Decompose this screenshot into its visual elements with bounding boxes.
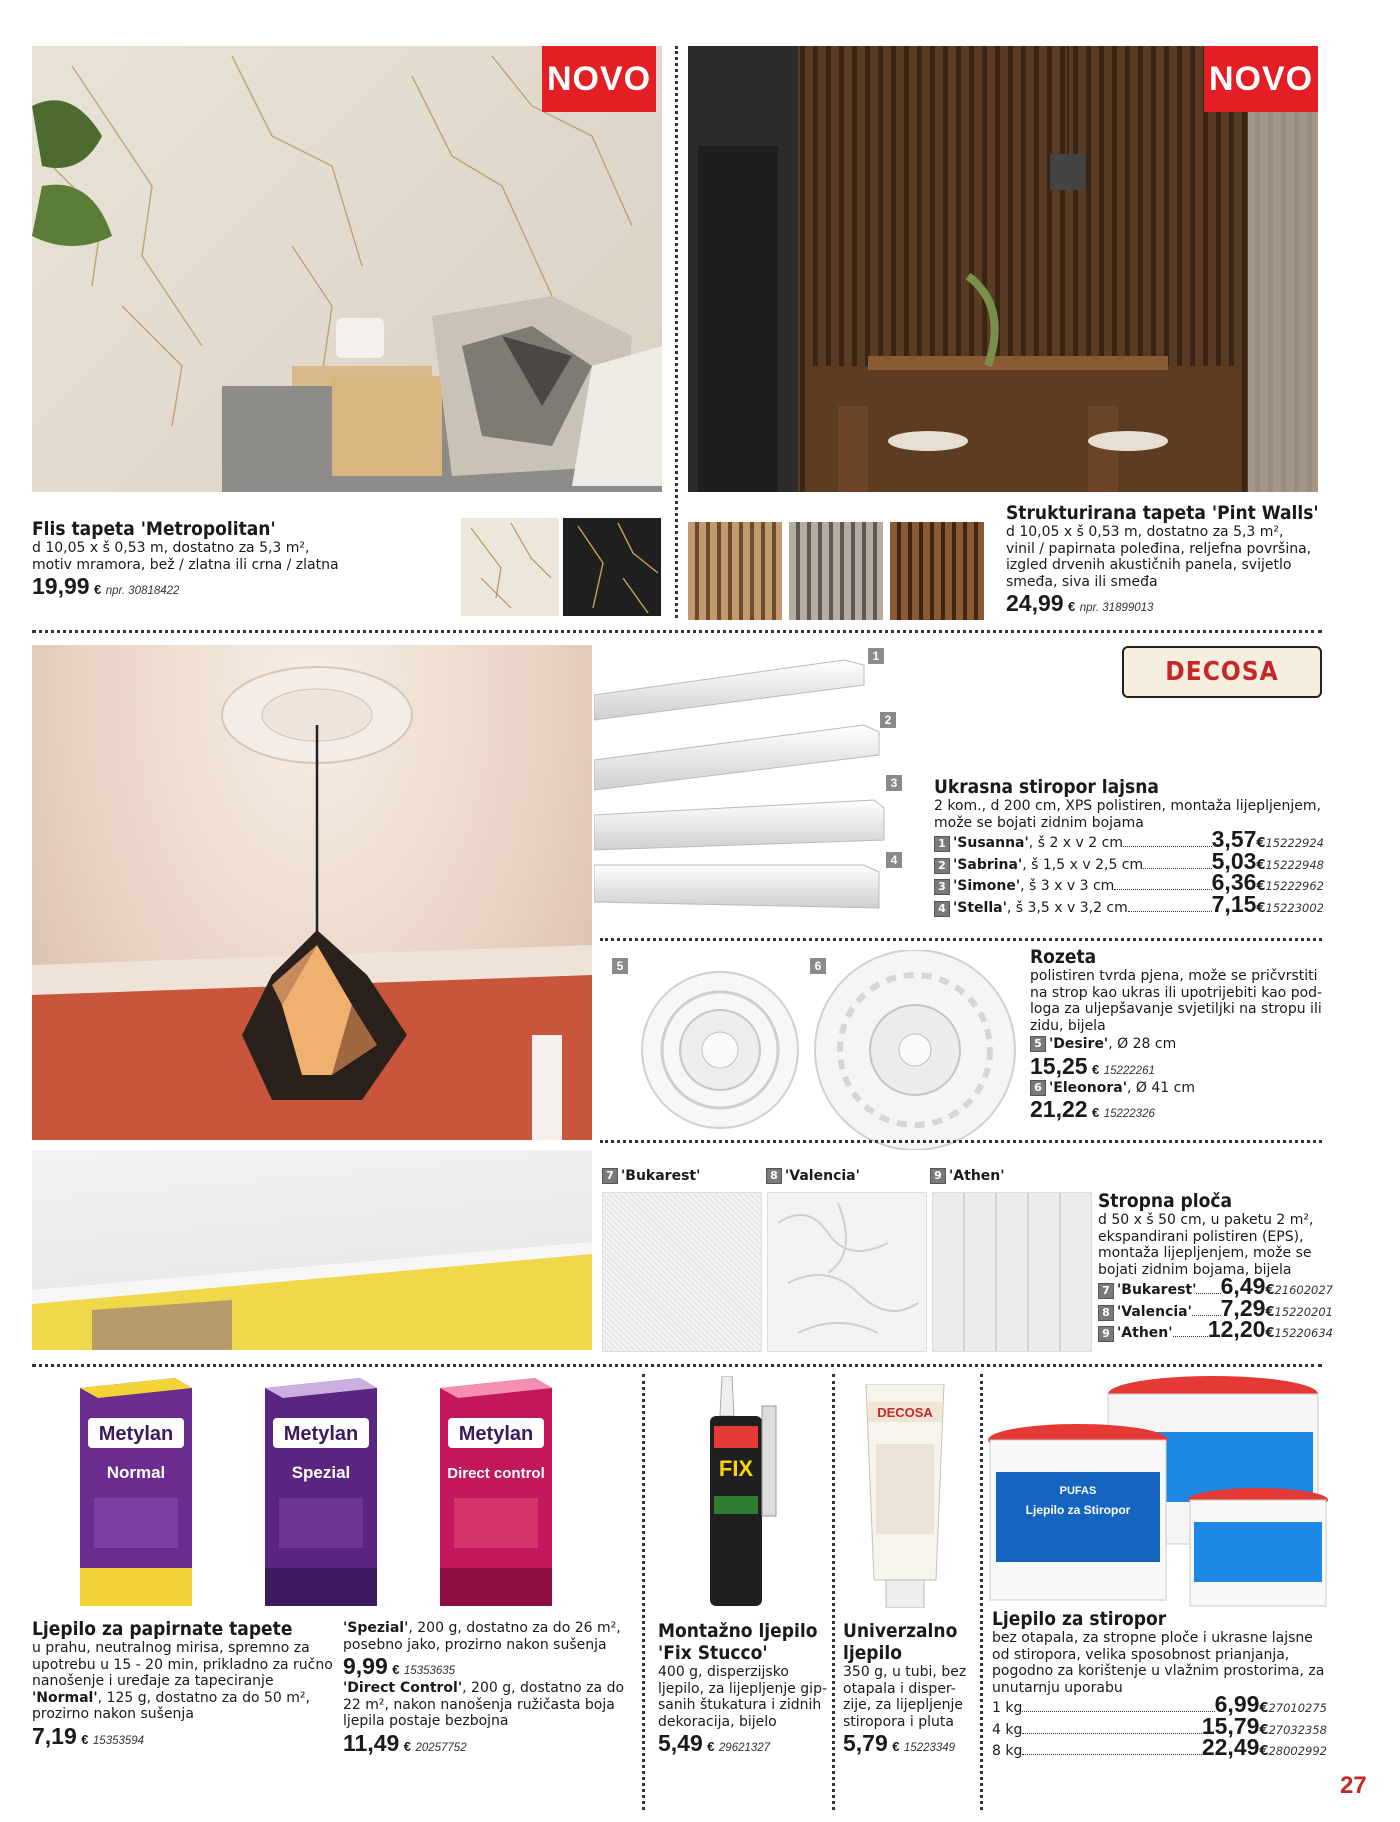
tile-label: 7 'Bukarest' [602,1168,700,1185]
svg-text:Ljepilo za Stiropor: Ljepilo za Stiropor [1025,1503,1131,1517]
leader-dots [1022,1733,1201,1734]
badge-1: 1 [868,648,884,664]
item-name: 'Simone' [953,878,1021,894]
price: 6,49 [1220,1273,1266,1299]
product-desc: u prahu, neutralnog mirisa, spremno za upotrebu u 15 - 20 min, prikladno za ručno nanošenje i uređaje za tapeciranje 'Normal', 125 g, dostatno za do 50 m², prozirno nakon sušenja [32,1640,333,1722]
badge-6: 6 [810,958,826,974]
euro-sign: € [1265,1283,1275,1298]
svg-text:DECOSA: DECOSA [877,1405,933,1420]
article-number: npr. 30818422 [105,585,180,597]
price: 12,20 [1207,1316,1266,1342]
leader-dots [1143,868,1212,869]
svg-text:Metylan: Metylan [283,1423,359,1445]
euro-sign: € [1265,1304,1275,1320]
rosette-images [620,950,1020,1150]
swatch-beige-gold [461,518,559,616]
item-number: 4 [934,901,950,917]
price-row [1098,1273,1333,1300]
leader-dots [1022,1754,1201,1755]
product-desc: 350 g, u tubi, bez otapala i disper- zije, za lijepljenje stiropora i pluta [843,1664,967,1730]
price: 7,15 [1211,890,1257,917]
article-number: 15220634 [1274,1326,1333,1340]
page-number: 27 [1340,1772,1367,1799]
metropolitan-room-photo [32,46,662,492]
product-title: Strukturirana tapeta 'Pint Walls' [1006,502,1319,524]
product-title: Montažno ljepilo 'Fix Stucco' [658,1620,818,1664]
swatch-grey-slats [789,522,883,620]
price-row [934,890,1324,918]
article-number: 15222924 [1265,836,1324,850]
price-row [992,1691,1327,1718]
price: 24,99 [1006,590,1064,616]
price-row [934,826,1324,853]
novo-badge: NOVO [542,46,656,112]
item-number: 9 [1098,1326,1114,1342]
item-name: 1 kg [992,1700,1023,1716]
item-size: , š 3 x v 3 cm [1020,878,1115,894]
price-row [1098,1316,1333,1343]
rozeta-item: 5 'Desire', Ø 28 cm [1030,1036,1330,1053]
price: 15,25 [1030,1052,1088,1079]
price-row [992,1734,1327,1761]
product-title: Ljepilo za stiropor [992,1608,1167,1630]
svg-text:FIX: FIX [718,1456,754,1481]
product-desc: 'Direct Control', 200 g, dostatno za do 22 m², nakon nanošenja ružičasta boja ljepila postaje bezbojna [343,1680,625,1729]
svg-text:Direct control: Direct control [447,1465,545,1482]
price: 6,36 [1211,869,1257,895]
badge-5: 5 [612,958,628,974]
article-number: 15222962 [1265,879,1324,893]
price: 3,57 [1211,826,1257,852]
item-number: 3 [934,879,950,895]
item-number: 7 [1098,1283,1114,1299]
product-title: Flis tapeta 'Metropolitan' [32,518,276,540]
product-title: Ukrasna stiropor lajsna [934,776,1159,798]
price: 15,79 [1201,1712,1260,1739]
leader-dots [1128,911,1212,912]
swatch-light-brown-slats [688,522,782,620]
item-name: 'Sabrina' [953,856,1023,873]
article-number: 28002992 [1268,1744,1327,1758]
item-name: 8 kg [992,1743,1023,1759]
item-size: , š 2 x v 2 cm [1028,835,1123,851]
tile-valencia [767,1192,927,1352]
tile-label: 8 'Valencia' [766,1168,860,1185]
price: 5,03 [1211,847,1257,874]
price: 11,49 [343,1729,400,1756]
svg-text:Spezial: Spezial [291,1463,351,1482]
product-title: Univerzalno ljepilo [843,1620,958,1664]
metylan-normal-box [80,1378,192,1606]
metylan-spezial-box [265,1378,377,1606]
ceiling-photo [32,1150,592,1350]
product-desc: 2 kom., d 200 cm, XPS polistiren, montaža lijepljenjem, može se bojati zidnim bojama [934,798,1321,831]
leader-dots [1114,889,1211,890]
euro-sign: € [1265,1326,1275,1341]
leader-dots [1196,1293,1220,1294]
tile-bukarest [602,1192,762,1352]
product-desc: 'Spezial', 200 g, dostatno za do 26 m², posebno jako, prozirno nakon sušenja [343,1620,621,1653]
price-row [992,1712,1327,1740]
price: 9,99 [343,1653,388,1679]
badge-3: 3 [886,775,902,791]
rozeta-item: 6 'Eleonora', Ø 41 cm [1030,1080,1330,1097]
metylan-direct-box [440,1378,552,1606]
svg-text:Metylan: Metylan [458,1423,534,1445]
svg-text:PUFAS: PUFAS [1059,1485,1097,1497]
price: 19,99 [32,573,90,599]
product-title: Ljepilo za papirnate tapete [32,1618,293,1640]
product-desc: polistiren tvrda pjena, može se pričvrstiti na strop kao ukras ili upotrijebiti kao pod- loga za uljepšavanje svjetiljki na stropu ili zidu, bijela [1030,968,1323,1034]
euro-sign: € [1256,857,1266,873]
pintwalls-room-photo [688,46,1318,492]
article-number: 27032358 [1268,1722,1327,1737]
item-number: 1 [934,836,950,852]
article-number: 15220201 [1274,1304,1333,1319]
item-number: 8 [1098,1305,1114,1321]
item-size: , š 1,5 x v 2,5 cm [1022,856,1144,873]
product-title: Rozeta [1030,946,1097,968]
item-number: 2 [934,858,950,874]
item-name: 'Stella' [953,899,1007,916]
price-row [934,847,1324,875]
price: 5,79 [843,1730,888,1756]
product-desc: 400 g, disperzijsko ljepilo, za lijepljenje gip- sanih štukatura i zidnih dekoracija, bijelo [658,1664,828,1730]
item-name: 4 kg [992,1721,1023,1738]
pendant-lamp-photo [32,645,592,1140]
euro-sign: € [1256,836,1266,851]
pufas-buckets [988,1372,1334,1608]
article-number: 15222948 [1265,857,1324,872]
item-name: 'Valencia' [1117,1303,1192,1320]
decosa-glue-tube [862,1384,948,1608]
euro-sign: € [1259,1744,1269,1759]
leader-dots [1173,1336,1208,1337]
badge-2: 2 [880,712,896,728]
tile-label: 9 'Athen' [930,1168,1005,1185]
item-size: , š 3,5 x v 3,2 cm [1006,899,1128,916]
decosa-logo: DECOSA [1122,646,1322,698]
product-desc: d 50 x š 50 cm, u paketu 2 m², ekspandirani polistiren (EPS), montaža lijepljenjem, može se bojati zidnim bojama, bijela [1098,1212,1314,1278]
article-number: 27010275 [1268,1701,1327,1715]
fix-stucco-cartridge [700,1376,790,1608]
leader-dots [1022,1711,1214,1712]
swatch-black-gold [563,518,661,616]
price: 5,49 [658,1730,703,1756]
euro-sign: € [1256,879,1266,894]
price: 21,22 [1030,1096,1088,1122]
item-name: 'Athen' [1117,1325,1173,1341]
product-title: Stropna ploča [1098,1190,1233,1212]
price: 7,29 [1220,1294,1266,1321]
badge-4: 4 [886,852,902,868]
leader-dots [1123,846,1212,847]
tile-athen [932,1192,1092,1352]
product-desc: d 10,05 x š 0,53 m, dostatno za 5,3 m², vinil / papirnata poleđina, reljefna površina, izgled drvenih akustičnih panela, svijetlo smeđa, siva ili smeđa [1006,524,1312,590]
moulding-images [594,640,894,925]
price: 6,99 [1214,1691,1260,1717]
article-number: 15223002 [1265,900,1324,915]
product-desc: bez otapala, za stropne ploče i ukrasne lajsne od stiropora, velika sposobnost prianjanja, pogodno za korištenje u vlažnim prostorima, za unutarnju uporabu [992,1630,1325,1696]
price-row [934,869,1324,896]
article-number: 21602027 [1274,1283,1333,1297]
svg-text:Metylan: Metylan [98,1423,174,1445]
article-number: npr. 31899013 [1079,602,1154,614]
euro-sign: € [1259,1701,1269,1716]
item-name: 'Susanna' [953,835,1029,851]
product-desc: d 10,05 x š 0,53 m, dostatno za 5,3 m², motiv mramora, bež / zlatna ili crna / zlatna [32,540,339,573]
swatch-brown-slats [890,522,984,620]
svg-text:Normal: Normal [106,1463,166,1482]
price: 22,49 [1201,1734,1260,1760]
euro-sign: € [1259,1722,1269,1738]
item-name: 'Bukarest' [1117,1282,1197,1298]
euro-sign: € [1256,900,1266,916]
novo-badge: NOVO [1204,46,1318,112]
price: 7,19 [32,1722,77,1749]
